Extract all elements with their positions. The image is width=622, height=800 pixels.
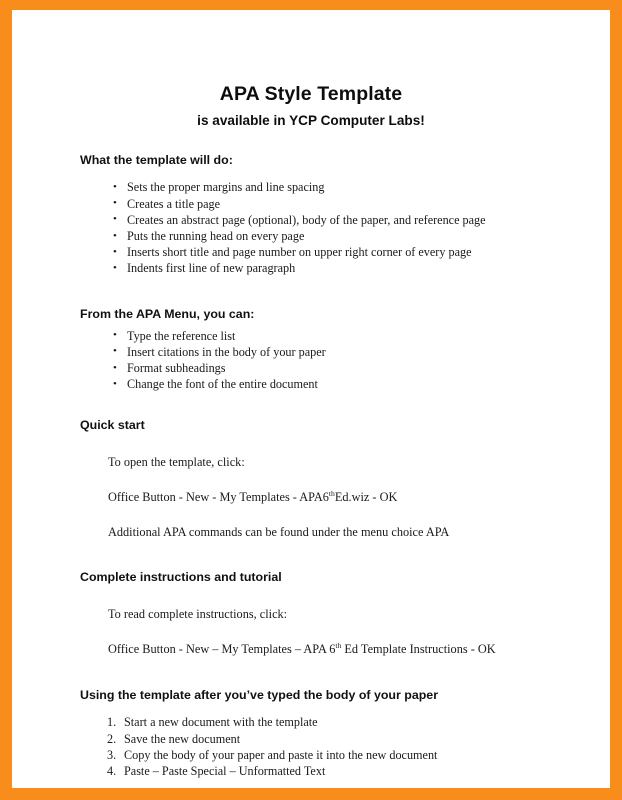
list-item: • Puts the running head on every page	[12, 228, 610, 244]
list-item: • Indents first line of new paragraph	[12, 260, 610, 276]
list-item: • Insert citations in the body of your paper	[12, 344, 610, 360]
menu-path-superscript: th	[328, 489, 335, 499]
menu-path-prefix: Office Button - New – My Templates – APA 6	[108, 642, 336, 657]
title-block	[12, 84, 610, 129]
menu-path-suffix: Ed Template Instructions - OK	[341, 642, 496, 657]
quick-start-intro-line: To open the template, click:	[108, 455, 245, 470]
list-item: Save the new document	[124, 731, 241, 746]
quick-start-note-line: Additional APA commands can be found under the menu choice APA	[108, 525, 450, 540]
list-item: • Creates an abstract page (optional), body of the paper, and reference page	[12, 212, 610, 228]
list-item: Start a new document with the template	[124, 715, 318, 730]
quick-start-menu-path	[12, 489, 610, 505]
menu-path-prefix: Office Button - New - My Templates - APA6	[108, 490, 329, 505]
section-heading-quick-start: Quick start	[80, 418, 145, 433]
list-item: • Creates a title page	[12, 196, 610, 212]
menu-path-suffix: Ed.wiz - OK	[334, 490, 398, 505]
apa-template-document	[12, 10, 610, 788]
list-item: • Change the font of the entire document	[12, 376, 610, 392]
list-item: • Format subheadings	[12, 360, 610, 376]
complete-instructions-intro-line: To read complete instructions, click:	[108, 607, 288, 622]
section-heading-using-the-template: Using the template after you’ve typed the body of your paper	[80, 688, 439, 703]
page-subtitle: is available in YCP Computer Labs!	[197, 113, 425, 129]
list-from-apa-menu	[12, 328, 610, 393]
document-paper	[12, 10, 610, 788]
list-item: • Inserts short title and page number on upper right corner of every page	[12, 244, 610, 260]
section-heading-complete-instructions: Complete instructions and tutorial	[80, 570, 282, 585]
list-item: • Type the reference list	[12, 328, 610, 344]
menu-path-superscript: th	[335, 641, 342, 651]
list-using-the-template	[12, 714, 610, 779]
list-item: • Sets the proper margins and line spacing	[12, 179, 610, 195]
section-heading-what-template-will-do: What the template will do:	[80, 153, 233, 168]
list-item: Copy the body of your paper and paste it into the new document	[124, 747, 438, 762]
list-item: Paste – Paste Special – Unformatted Text	[124, 764, 326, 779]
list-what-template-will-do	[12, 179, 610, 276]
section-heading-from-apa-menu: From the APA Menu, you can:	[80, 306, 255, 321]
page-title: APA Style Template	[219, 83, 403, 105]
complete-instructions-menu-path	[12, 641, 610, 657]
